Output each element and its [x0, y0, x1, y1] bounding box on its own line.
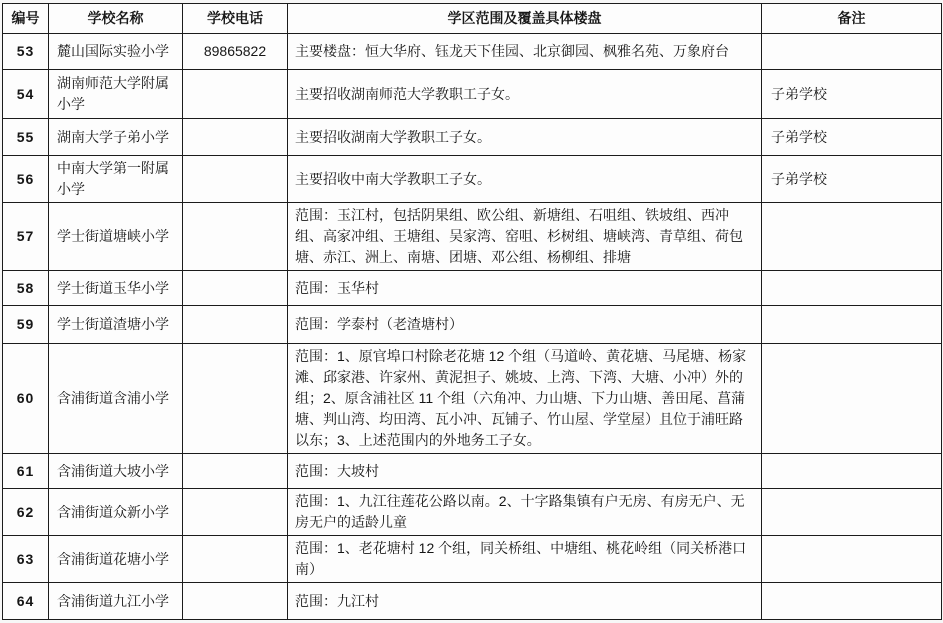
table-row [3, 536, 942, 583]
cell-school-name: 学士街道塘峡小学 [49, 203, 183, 271]
cell-school-name: 含浦街道众新小学 [49, 489, 183, 536]
table-row [3, 156, 942, 203]
table-row [3, 119, 942, 156]
cell-range: 范围：玉华村 [288, 271, 762, 306]
cell-range: 主要楼盘：恒大华府、钰龙天下佳园、北京御园、枫雅名苑、万象府台 [288, 34, 762, 70]
cell-school-name: 学士街道玉华小学 [49, 271, 183, 306]
table-row [3, 454, 942, 489]
cell-phone [183, 271, 288, 306]
cell-range: 范围：1、原官埠口村除老花塘 12 个组（马道岭、黄花塘、马尾塘、杨家滩、邱家港、许家州、黄泥担子、姚坡、上湾、下湾、大塘、小冲）外的组；2、原含浦社区 11 个组（六角冲、力山塘、下力山塘、善田尾、菖蒲塘、判山湾、均田湾、瓦小冲、瓦铺子、竹山屋、学堂屋）且位于浦旺路以东；3、上述范围内的外地务工子女。 [288, 344, 762, 454]
col-header-school-name: 学校名称 [49, 4, 183, 34]
cell-number: 57 [3, 203, 49, 271]
cell-number: 60 [3, 344, 49, 454]
cell-school-name: 含浦街道含浦小学 [49, 344, 183, 454]
cell-school-name: 含浦街道大坡小学 [49, 454, 183, 489]
cell-number: 62 [3, 489, 49, 536]
cell-range: 主要招收湖南大学教职工子女。 [288, 119, 762, 156]
col-header-number: 编号 [3, 4, 49, 34]
cell-number: 53 [3, 34, 49, 70]
cell-phone [183, 536, 288, 583]
table-row [3, 344, 942, 454]
cell-range: 主要招收中南大学教职工子女。 [288, 156, 762, 203]
cell-school-name: 含浦街道九江小学 [49, 583, 183, 620]
cell-phone [183, 344, 288, 454]
cell-remark [762, 583, 942, 620]
cell-range: 范围：玉江村，包括阴果组、欧公组、新塘组、石咀组、铁坡组、西冲组、高家冲组、王塘组、吴家湾、窑咀、杉树组、塘峡湾、青草组、荷包塘、赤江、洲上、南塘、团塘、邓公组、杨柳组、排塘 [288, 203, 762, 271]
cell-school-name: 含浦街道花塘小学 [49, 536, 183, 583]
cell-remark [762, 34, 942, 70]
cell-number: 56 [3, 156, 49, 203]
cell-remark [762, 203, 942, 271]
cell-phone [183, 489, 288, 536]
cell-school-name: 学士街道渣塘小学 [49, 306, 183, 344]
cell-remark [762, 344, 942, 454]
cell-range: 范围：九江村 [288, 583, 762, 620]
cell-number: 58 [3, 271, 49, 306]
cell-range: 范围：1、老花塘村 12 个组，同关桥组、中塘组、桃花岭组（同关桥港口南） [288, 536, 762, 583]
cell-remark [762, 271, 942, 306]
table-row [3, 203, 942, 271]
table-row [3, 489, 942, 536]
cell-phone [183, 119, 288, 156]
col-header-school-phone: 学校电话 [183, 4, 288, 34]
col-header-remark: 备注 [762, 4, 942, 34]
cell-school-name: 中南大学第一附属小学 [49, 156, 183, 203]
cell-phone: 89865822 [183, 34, 288, 70]
cell-number: 61 [3, 454, 49, 489]
table-row [3, 306, 942, 344]
header-row [3, 4, 942, 34]
cell-remark [762, 536, 942, 583]
cell-number: 63 [3, 536, 49, 583]
col-header-district-range: 学区范围及覆盖具体楼盘 [288, 4, 762, 34]
cell-number: 59 [3, 306, 49, 344]
cell-range: 范围：学泰村（老渣塘村） [288, 306, 762, 344]
cell-school-name: 湖南师范大学附属小学 [49, 70, 183, 119]
cell-remark [762, 489, 942, 536]
cell-phone [183, 583, 288, 620]
cell-phone [183, 70, 288, 119]
cell-phone [183, 306, 288, 344]
cell-remark: 子弟学校 [762, 119, 942, 156]
cell-remark [762, 454, 942, 489]
table-row [3, 583, 942, 620]
cell-school-name: 麓山国际实验小学 [49, 34, 183, 70]
cell-range: 范围：1、九江往莲花公路以南。2、十字路集镇有户无房、有房无户、无房无户的适龄儿童 [288, 489, 762, 536]
cell-number: 64 [3, 583, 49, 620]
cell-range: 范围：大坡村 [288, 454, 762, 489]
cell-phone [183, 203, 288, 271]
cell-remark: 子弟学校 [762, 156, 942, 203]
table-row [3, 34, 942, 70]
cell-range: 主要招收湖南师范大学教职工子女。 [288, 70, 762, 119]
cell-phone [183, 454, 288, 489]
table-row [3, 271, 942, 306]
cell-school-name: 湖南大学子弟小学 [49, 119, 183, 156]
cell-phone [183, 156, 288, 203]
school-district-table [2, 3, 942, 620]
cell-remark: 子弟学校 [762, 70, 942, 119]
table-row [3, 70, 942, 119]
cell-remark [762, 306, 942, 344]
cell-number: 54 [3, 70, 49, 119]
cell-number: 55 [3, 119, 49, 156]
